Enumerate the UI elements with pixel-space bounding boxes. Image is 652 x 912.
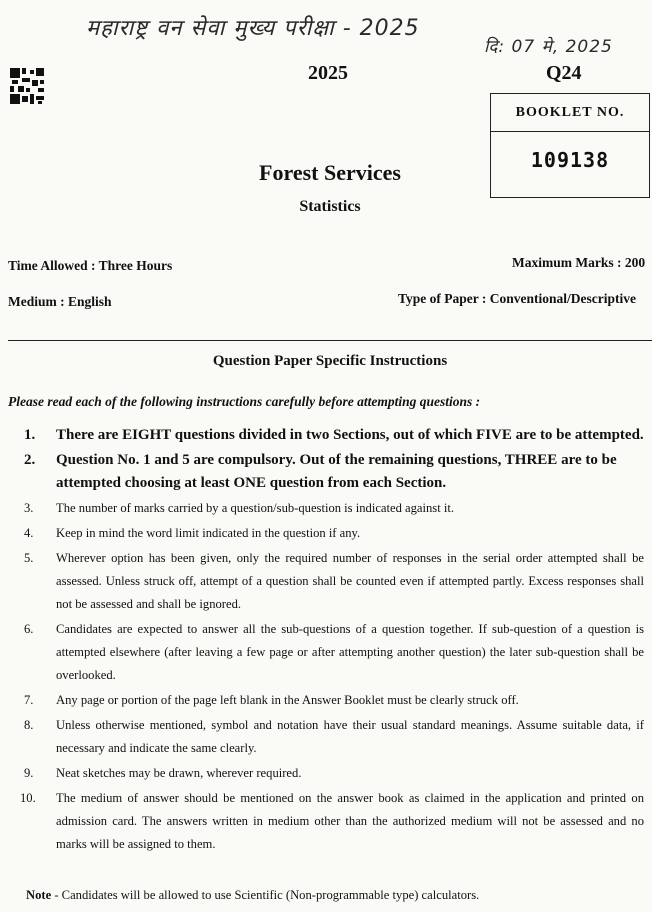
list-item: 1. There are EIGHT questions divided in two Sections, out of which FIVE are to be attempted.	[24, 427, 644, 443]
booklet-label: BOOKLET NO.	[491, 94, 649, 132]
list-item: 6. Candidates are expected to answer all the sub-questions of a question together. If sub-question of a question is attempted elsewhere (after leaving a few page or after attempting another question) the later sub-question shall be overlooked.	[24, 622, 644, 682]
instructions-heading: Question Paper Specific Instructions	[212, 353, 448, 369]
note-label: Note	[26, 888, 52, 902]
time-allowed: Time Allowed : Three Hours	[8, 258, 173, 273]
booklet-number: 109138	[530, 148, 610, 172]
medium: Medium : English	[8, 294, 112, 309]
list-item: 8. Unless otherwise mentioned, symbol and notation have their usual standard meanings. Assume suitable data, if necessary and indicate the same clearly.	[24, 718, 644, 755]
list-item: 9. Neat sketches may be drawn, wherever required.	[24, 766, 302, 780]
list-item: 2. Question No. 1 and 5 are compulsory. Out of the remaining questions, THREE are to be attempted choosing at least ONE question from each Section.	[24, 452, 617, 491]
list-item: 10. The medium of answer should be mentioned on the answer book as claimed in the application and printed on admission card. The answers written in medium other than the authorized medium will not be assessed and no marks will be assigned to them.	[20, 791, 644, 851]
maximum-marks: Maximum Marks : 200	[512, 255, 646, 270]
subject: Statistics	[299, 198, 361, 215]
note-text: - Candidates will be allowed to use Scientific (Non-programmable type) calculators.	[54, 888, 480, 902]
calculator-note	[26, 888, 479, 903]
list-item: 3. The number of marks carried by a question/sub-question is indicated against it.	[24, 501, 455, 515]
type-of-paper: Type of Paper : Conventional/Descriptive	[398, 291, 636, 306]
list-item: 5. Wherever option has been given, only the required number of responses in the serial order attempted shall be assessed. Unless struck off, attempt of a question shall be counted even if attempted partly. Excess responses shall not be assessed and shall be ignored.	[24, 551, 644, 611]
paper-code: Q24	[546, 62, 582, 84]
handwritten-date: दि: 07 मे, 2025	[484, 37, 613, 57]
page-title: Forest Services	[259, 160, 401, 185]
instructions-intro: Please read each of the following instructions carefully before attempting questions :	[8, 394, 481, 409]
list-item: 7. Any page or portion of the page left blank in the Answer Booklet must be clearly struck off.	[24, 693, 519, 707]
divider	[8, 340, 652, 341]
handwritten-exam-title: महाराष्ट्र वन सेवा मुख्य परीक्षा - 2025	[86, 16, 420, 41]
exam-year: 2025	[308, 62, 348, 84]
qr-code-icon	[10, 68, 44, 104]
list-item: 4. Keep in mind the word limit indicated in the question if any.	[24, 526, 361, 540]
instructions-list	[0, 424, 644, 858]
